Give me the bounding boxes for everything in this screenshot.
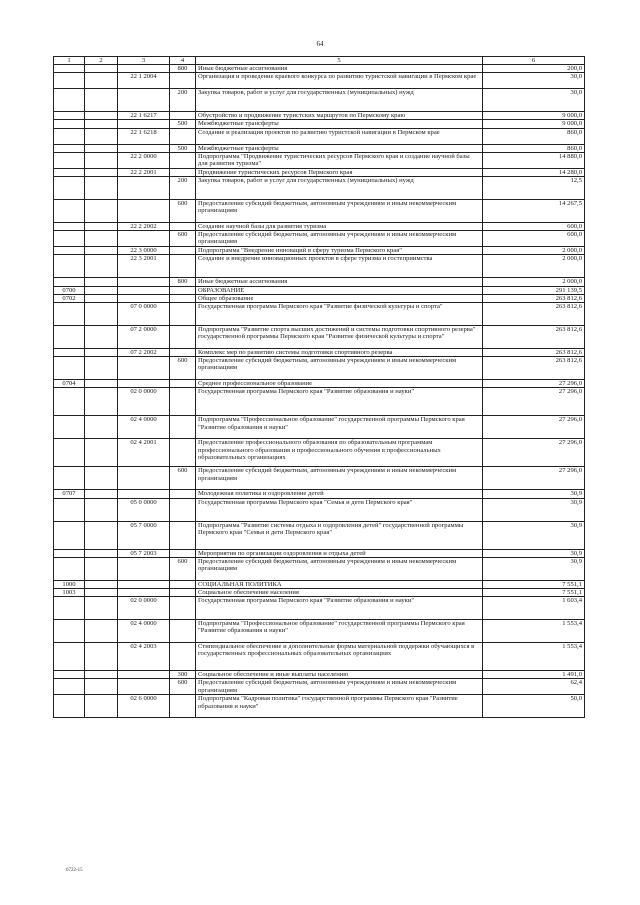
table-row bbox=[54, 303, 585, 326]
table-row bbox=[54, 388, 585, 416]
expense-type-code-cell: 800 bbox=[170, 278, 196, 286]
expense-type-code-cell bbox=[170, 223, 196, 231]
section-code-cell bbox=[54, 112, 85, 120]
target-item-code-cell: 22 3 2001 bbox=[118, 255, 170, 278]
table-row bbox=[54, 294, 585, 302]
table-row bbox=[54, 255, 585, 278]
expense-type-code-cell bbox=[170, 439, 196, 467]
subsection-code-cell bbox=[85, 439, 118, 467]
amount-cell: 14 280,0 bbox=[483, 168, 585, 176]
item-name-cell: Обустройство и продвижение туристских маршрутов по Пермскому краю bbox=[196, 112, 483, 120]
target-item-code-cell bbox=[118, 200, 170, 223]
expense-type-code-cell bbox=[170, 643, 196, 671]
subsection-code-cell bbox=[85, 128, 118, 144]
target-item-code-cell bbox=[118, 557, 170, 580]
amount-cell: 62,4 bbox=[483, 679, 585, 695]
item-name-cell: Подпрограмма "Внедрение инноваций в сферу туризма Пермского края" bbox=[196, 247, 483, 255]
amount-cell: 2 000,0 bbox=[483, 255, 585, 278]
expense-type-code-cell bbox=[170, 294, 196, 302]
expense-type-code-cell bbox=[170, 380, 196, 388]
expense-type-code-cell: 600 bbox=[170, 231, 196, 247]
amount-cell: 12,5 bbox=[483, 177, 585, 200]
subsection-code-cell bbox=[85, 671, 118, 679]
amount-cell: 860,0 bbox=[483, 144, 585, 152]
section-code-cell: 0707 bbox=[54, 490, 85, 498]
subsection-code-cell bbox=[85, 357, 118, 380]
amount-cell: 1 603,4 bbox=[483, 597, 585, 620]
subsection-code-cell bbox=[85, 286, 118, 294]
amount-cell: 30,9 bbox=[483, 490, 585, 498]
amount-cell: 2 000,0 bbox=[483, 278, 585, 286]
item-name-cell: Мероприятия по организации оздоровления и отдыха детей bbox=[196, 549, 483, 557]
section-code-cell bbox=[54, 557, 85, 580]
amount-cell: 1 553,4 bbox=[483, 620, 585, 643]
expense-type-code-cell bbox=[170, 303, 196, 326]
subsection-code-cell bbox=[85, 112, 118, 120]
table-row bbox=[54, 549, 585, 557]
item-name-cell: Социальное обеспечение населения bbox=[196, 589, 483, 597]
section-code-cell bbox=[54, 177, 85, 200]
item-name-cell: Среднее профессиональное образование bbox=[196, 380, 483, 388]
section-code-cell bbox=[54, 223, 85, 231]
expense-type-code-cell bbox=[170, 498, 196, 521]
target-item-code-cell bbox=[118, 65, 170, 73]
target-item-code-cell bbox=[118, 120, 170, 128]
subsection-code-cell bbox=[85, 326, 118, 349]
item-name-cell: Подпрограмма "Профессиональное образование" государственной программы Пермского края "Развитие образования и науки" bbox=[196, 416, 483, 439]
table-row bbox=[54, 380, 585, 388]
section-code-cell bbox=[54, 120, 85, 128]
expense-type-code-cell: 600 bbox=[170, 200, 196, 223]
amount-cell: 263 812,6 bbox=[483, 357, 585, 380]
target-item-code-cell: 07 2 0000 bbox=[118, 326, 170, 349]
section-code-cell bbox=[54, 597, 85, 620]
table-header-row bbox=[54, 57, 585, 65]
target-item-code-cell bbox=[118, 580, 170, 588]
section-code-cell bbox=[54, 144, 85, 152]
expense-type-code-cell bbox=[170, 326, 196, 349]
amount-cell: 2 000,0 bbox=[483, 247, 585, 255]
subsection-code-cell bbox=[85, 152, 118, 168]
target-item-code-cell bbox=[118, 278, 170, 286]
target-item-code-cell bbox=[118, 357, 170, 380]
section-code-cell bbox=[54, 620, 85, 643]
expense-type-code-cell: 200 bbox=[170, 177, 196, 200]
item-name-cell: Закупка товаров, работ и услуг для государственных (муниципальных) нужд bbox=[196, 89, 483, 112]
table-row bbox=[54, 671, 585, 679]
section-code-cell bbox=[54, 349, 85, 357]
table-row bbox=[54, 177, 585, 200]
target-item-code-cell: 05 0 0000 bbox=[118, 498, 170, 521]
amount-cell: 263 812,6 bbox=[483, 349, 585, 357]
item-name-cell: Продвижение туристических ресурсов Пермского края bbox=[196, 168, 483, 176]
amount-cell: 30,9 bbox=[483, 498, 585, 521]
item-name-cell: Государственная программа Пермского края "Развитие образования и науки" bbox=[196, 597, 483, 620]
item-name-cell: Создание и реализация проектов по развитию туристской навигации в Пермском крае bbox=[196, 128, 483, 144]
table-row bbox=[54, 597, 585, 620]
subsection-code-cell bbox=[85, 89, 118, 112]
expense-type-code-cell bbox=[170, 112, 196, 120]
table-row bbox=[54, 144, 585, 152]
subsection-code-cell bbox=[85, 349, 118, 357]
section-code-cell: 1000 bbox=[54, 580, 85, 588]
section-code-cell bbox=[54, 498, 85, 521]
expense-type-code-cell: 500 bbox=[170, 144, 196, 152]
item-name-cell: Молодежная политика и оздоровление детей bbox=[196, 490, 483, 498]
section-code-cell bbox=[54, 128, 85, 144]
subsection-code-cell bbox=[85, 223, 118, 231]
target-item-code-cell: 22 1 6218 bbox=[118, 128, 170, 144]
expense-type-code-cell bbox=[170, 255, 196, 278]
target-item-code-cell: 22 2 2002 bbox=[118, 223, 170, 231]
table-row bbox=[54, 200, 585, 223]
section-code-cell: 0702 bbox=[54, 294, 85, 302]
subsection-code-cell bbox=[85, 589, 118, 597]
subsection-code-cell bbox=[85, 200, 118, 223]
amount-cell: 1 553,4 bbox=[483, 643, 585, 671]
target-item-code-cell bbox=[118, 679, 170, 695]
subsection-code-cell bbox=[85, 168, 118, 176]
target-item-code-cell bbox=[118, 671, 170, 679]
table-row bbox=[54, 580, 585, 588]
subsection-code-cell bbox=[85, 144, 118, 152]
table-row bbox=[54, 73, 585, 89]
expense-type-code-cell bbox=[170, 521, 196, 549]
target-item-code-cell bbox=[118, 294, 170, 302]
section-code-cell bbox=[54, 679, 85, 695]
section-code-cell bbox=[54, 671, 85, 679]
table-row bbox=[54, 695, 585, 718]
item-name-cell: Предоставление профессионального образования по образовательным программам профессионального образования и профессионального обучения в профессиональных образовательных организациях bbox=[196, 439, 483, 467]
subsection-code-cell bbox=[85, 580, 118, 588]
table-row bbox=[54, 286, 585, 294]
item-name-cell: Межбюджетные трансферты bbox=[196, 120, 483, 128]
expense-type-code-cell bbox=[170, 549, 196, 557]
section-code-cell bbox=[54, 65, 85, 73]
amount-cell: 263 812,6 bbox=[483, 326, 585, 349]
subsection-code-cell bbox=[85, 231, 118, 247]
amount-cell: 30,9 bbox=[483, 549, 585, 557]
section-code-cell bbox=[54, 643, 85, 671]
subsection-code-cell bbox=[85, 177, 118, 200]
section-code-cell bbox=[54, 278, 85, 286]
header-cell: 2 bbox=[85, 57, 118, 65]
table-row bbox=[54, 278, 585, 286]
subsection-code-cell bbox=[85, 695, 118, 718]
amount-cell: 27 296,0 bbox=[483, 388, 585, 416]
section-code-cell: 0700 bbox=[54, 286, 85, 294]
item-name-cell: Подпрограмма "Кадровая политика" государственной программы Пермского края "Развитие образования и науки" bbox=[196, 695, 483, 718]
subsection-code-cell bbox=[85, 73, 118, 89]
target-item-code-cell: 02 0 0000 bbox=[118, 597, 170, 620]
item-name-cell: Организация и проведение краевого конкурса по развитию туристской навигации в Пермском крае bbox=[196, 73, 483, 89]
table-row bbox=[54, 65, 585, 73]
target-item-code-cell: 02 4 2001 bbox=[118, 439, 170, 467]
expense-type-code-cell bbox=[170, 620, 196, 643]
target-item-code-cell: 22 1 6217 bbox=[118, 112, 170, 120]
subsection-code-cell bbox=[85, 255, 118, 278]
target-item-code-cell: 05 7 0000 bbox=[118, 521, 170, 549]
subsection-code-cell bbox=[85, 303, 118, 326]
target-item-code-cell: 02 6 0000 bbox=[118, 695, 170, 718]
item-name-cell: Иные бюджетные ассигнования bbox=[196, 278, 483, 286]
item-name-cell: ОБРАЗОВАНИЕ bbox=[196, 286, 483, 294]
budget-table bbox=[53, 56, 585, 718]
item-name-cell: Государственная программа Пермского края "Развитие физической культуры и спорта" bbox=[196, 303, 483, 326]
document-code: 6722-15 bbox=[66, 868, 83, 873]
target-item-code-cell: 22 2 2001 bbox=[118, 168, 170, 176]
target-item-code-cell bbox=[118, 144, 170, 152]
section-code-cell: 0704 bbox=[54, 380, 85, 388]
amount-cell: 50,0 bbox=[483, 695, 585, 718]
table-row bbox=[54, 128, 585, 144]
table-row bbox=[54, 112, 585, 120]
section-code-cell bbox=[54, 247, 85, 255]
item-name-cell: Иные бюджетные ассигнования bbox=[196, 65, 483, 73]
section-code-cell bbox=[54, 357, 85, 380]
item-name-cell: Подпрограмма "Развитие системы отдыха и оздоровления детей" государственной программы Пермского края "Семья и дети Пермского края" bbox=[196, 521, 483, 549]
header-cell: 6 bbox=[483, 57, 585, 65]
section-code-cell bbox=[54, 467, 85, 490]
target-item-code-cell bbox=[118, 177, 170, 200]
page-number: 64 bbox=[316, 40, 324, 48]
amount-cell: 27 296,0 bbox=[483, 439, 585, 467]
item-name-cell: Общее образование bbox=[196, 294, 483, 302]
amount-cell: 14 880,0 bbox=[483, 152, 585, 168]
subsection-code-cell bbox=[85, 65, 118, 73]
table-row bbox=[54, 231, 585, 247]
subsection-code-cell bbox=[85, 294, 118, 302]
table-row bbox=[54, 247, 585, 255]
amount-cell: 27 296,0 bbox=[483, 467, 585, 490]
amount-cell: 263 812,6 bbox=[483, 294, 585, 302]
subsection-code-cell bbox=[85, 278, 118, 286]
subsection-code-cell bbox=[85, 620, 118, 643]
amount-cell: 30,9 bbox=[483, 521, 585, 549]
section-code-cell: 1003 bbox=[54, 589, 85, 597]
target-item-code-cell bbox=[118, 467, 170, 490]
amount-cell: 7 551,1 bbox=[483, 580, 585, 588]
expense-type-code-cell: 600 bbox=[170, 467, 196, 490]
amount-cell: 860,0 bbox=[483, 128, 585, 144]
expense-type-code-cell: 600 bbox=[170, 357, 196, 380]
expense-type-code-cell bbox=[170, 695, 196, 718]
subsection-code-cell bbox=[85, 643, 118, 671]
section-code-cell bbox=[54, 73, 85, 89]
header-cell: 1 bbox=[54, 57, 85, 65]
table-row bbox=[54, 498, 585, 521]
subsection-code-cell bbox=[85, 467, 118, 490]
item-name-cell: Предоставление субсидий бюджетным, автономным учреждениям и иным некоммерческим организациям bbox=[196, 231, 483, 247]
section-code-cell bbox=[54, 549, 85, 557]
item-name-cell: Подпрограмма "Развитие спорта высших достижений и системы подготовки спортивного резерва" государственной программы Пермского края "Развитие физической культуры и спорта" bbox=[196, 326, 483, 349]
section-code-cell bbox=[54, 416, 85, 439]
section-code-cell bbox=[54, 326, 85, 349]
section-code-cell bbox=[54, 388, 85, 416]
expense-type-code-cell: 300 bbox=[170, 671, 196, 679]
amount-cell: 27 296,0 bbox=[483, 380, 585, 388]
header-cell: 4 bbox=[170, 57, 196, 65]
target-item-code-cell: 07 2 2002 bbox=[118, 349, 170, 357]
subsection-code-cell bbox=[85, 597, 118, 620]
target-item-code-cell: 22 3 0000 bbox=[118, 247, 170, 255]
table-row bbox=[54, 223, 585, 231]
target-item-code-cell bbox=[118, 231, 170, 247]
target-item-code-cell bbox=[118, 380, 170, 388]
expense-type-code-cell bbox=[170, 247, 196, 255]
expense-type-code-cell bbox=[170, 128, 196, 144]
table-row bbox=[54, 349, 585, 357]
item-name-cell: Предоставление субсидий бюджетным, автономным учреждениям и иным некоммерческим организациям bbox=[196, 679, 483, 695]
subsection-code-cell bbox=[85, 557, 118, 580]
subsection-code-cell bbox=[85, 120, 118, 128]
table-row bbox=[54, 326, 585, 349]
item-name-cell: Комплекс мер по развитию системы подготовки спортивного резерва bbox=[196, 349, 483, 357]
target-item-code-cell: 05 7 2003 bbox=[118, 549, 170, 557]
item-name-cell: Подпрограмма "Продвижение туристических ресурсов Пермского края и создание научной базы для развития туризма" bbox=[196, 152, 483, 168]
target-item-code-cell: 22 1 2004 bbox=[118, 73, 170, 89]
item-name-cell: СОЦИАЛЬНАЯ ПОЛИТИКА bbox=[196, 580, 483, 588]
item-name-cell: Стипендиальное обеспечение и дополнительные формы материальной поддержки обучающихся в государственных профессиональных образовательных организациях bbox=[196, 643, 483, 671]
table-row bbox=[54, 679, 585, 695]
table-row bbox=[54, 120, 585, 128]
item-name-cell: Государственная программа Пермского края "Семья и дети Пермского края" bbox=[196, 498, 483, 521]
item-name-cell: Подпрограмма "Профессиональное образование" государственной программы Пермского края "Развитие образования и науки" bbox=[196, 620, 483, 643]
target-item-code-cell bbox=[118, 589, 170, 597]
subsection-code-cell bbox=[85, 679, 118, 695]
section-code-cell bbox=[54, 521, 85, 549]
item-name-cell: Межбюджетные трансферты bbox=[196, 144, 483, 152]
table-row bbox=[54, 521, 585, 549]
amount-cell: 291 139,5 bbox=[483, 286, 585, 294]
subsection-code-cell bbox=[85, 247, 118, 255]
expense-type-code-cell: 800 bbox=[170, 65, 196, 73]
table-row bbox=[54, 168, 585, 176]
amount-cell: 600,0 bbox=[483, 223, 585, 231]
target-item-code-cell: 02 4 0000 bbox=[118, 416, 170, 439]
header-cell: 3 bbox=[118, 57, 170, 65]
expense-type-code-cell bbox=[170, 589, 196, 597]
target-item-code-cell bbox=[118, 89, 170, 112]
section-code-cell bbox=[54, 255, 85, 278]
subsection-code-cell bbox=[85, 498, 118, 521]
item-name-cell: Социальное обеспечение и иные выплаты населению bbox=[196, 671, 483, 679]
amount-cell: 263 812,6 bbox=[483, 303, 585, 326]
subsection-code-cell bbox=[85, 388, 118, 416]
section-code-cell bbox=[54, 231, 85, 247]
item-name-cell: Закупка товаров, работ и услуг для государственных (муниципальных) нужд bbox=[196, 177, 483, 200]
amount-cell: 14 267,5 bbox=[483, 200, 585, 223]
section-code-cell bbox=[54, 200, 85, 223]
expense-type-code-cell bbox=[170, 168, 196, 176]
expense-type-code-cell bbox=[170, 388, 196, 416]
subsection-code-cell bbox=[85, 416, 118, 439]
amount-cell: 30,9 bbox=[483, 557, 585, 580]
expense-type-code-cell bbox=[170, 597, 196, 620]
section-code-cell bbox=[54, 168, 85, 176]
header-cell: 5 bbox=[196, 57, 483, 65]
target-item-code-cell: 22 2 0000 bbox=[118, 152, 170, 168]
expense-type-code-cell: 600 bbox=[170, 679, 196, 695]
item-name-cell: Создание и внедрение инновационных проектов в сфере туризма и гостеприимства bbox=[196, 255, 483, 278]
amount-cell: 9 000,0 bbox=[483, 112, 585, 120]
amount-cell: 1 491,0 bbox=[483, 671, 585, 679]
table-row bbox=[54, 357, 585, 380]
expense-type-code-cell bbox=[170, 416, 196, 439]
section-code-cell bbox=[54, 152, 85, 168]
table-row bbox=[54, 152, 585, 168]
target-item-code-cell: 02 4 2003 bbox=[118, 643, 170, 671]
item-name-cell: Предоставление субсидий бюджетным, автономным учреждениям и иным некоммерческим организациям bbox=[196, 357, 483, 380]
table-row bbox=[54, 589, 585, 597]
target-item-code-cell: 02 0 0000 bbox=[118, 388, 170, 416]
section-code-cell bbox=[54, 439, 85, 467]
subsection-code-cell bbox=[85, 380, 118, 388]
item-name-cell: Предоставление субсидий бюджетным, автономным учреждениям и иным некоммерческим организациям bbox=[196, 557, 483, 580]
target-item-code-cell: 02 4 0000 bbox=[118, 620, 170, 643]
budget-table-body bbox=[54, 57, 585, 718]
target-item-code-cell bbox=[118, 490, 170, 498]
target-item-code-cell bbox=[118, 286, 170, 294]
amount-cell: 30,0 bbox=[483, 73, 585, 89]
amount-cell: 7 551,1 bbox=[483, 589, 585, 597]
section-code-cell bbox=[54, 695, 85, 718]
expense-type-code-cell: 200 bbox=[170, 89, 196, 112]
amount-cell: 200,0 bbox=[483, 65, 585, 73]
table-row bbox=[54, 557, 585, 580]
table-row bbox=[54, 620, 585, 643]
expense-type-code-cell bbox=[170, 580, 196, 588]
amount-cell: 600,0 bbox=[483, 231, 585, 247]
table-row bbox=[54, 467, 585, 490]
amount-cell: 9 000,0 bbox=[483, 120, 585, 128]
subsection-code-cell bbox=[85, 490, 118, 498]
subsection-code-cell bbox=[85, 521, 118, 549]
target-item-code-cell: 07 0 0000 bbox=[118, 303, 170, 326]
expense-type-code-cell bbox=[170, 152, 196, 168]
item-name-cell: Предоставление субсидий бюджетным, автономным учреждениям и иным некоммерческим организациям bbox=[196, 467, 483, 490]
item-name-cell: Государственная программа Пермского края "Развитие образования и науки" bbox=[196, 388, 483, 416]
amount-cell: 30,0 bbox=[483, 89, 585, 112]
expense-type-code-cell bbox=[170, 490, 196, 498]
amount-cell: 27 296,0 bbox=[483, 416, 585, 439]
item-name-cell: Предоставление субсидий бюджетным, автономным учреждениям и иным некоммерческим организациям bbox=[196, 200, 483, 223]
table-row bbox=[54, 89, 585, 112]
expense-type-code-cell bbox=[170, 349, 196, 357]
expense-type-code-cell: 600 bbox=[170, 557, 196, 580]
expense-type-code-cell bbox=[170, 73, 196, 89]
section-code-cell bbox=[54, 89, 85, 112]
table-row bbox=[54, 490, 585, 498]
table-row bbox=[54, 643, 585, 671]
expense-type-code-cell: 500 bbox=[170, 120, 196, 128]
section-code-cell bbox=[54, 303, 85, 326]
item-name-cell: Создание научной базы для развития туризма bbox=[196, 223, 483, 231]
subsection-code-cell bbox=[85, 549, 118, 557]
table-row bbox=[54, 416, 585, 439]
table-row bbox=[54, 439, 585, 467]
expense-type-code-cell bbox=[170, 286, 196, 294]
